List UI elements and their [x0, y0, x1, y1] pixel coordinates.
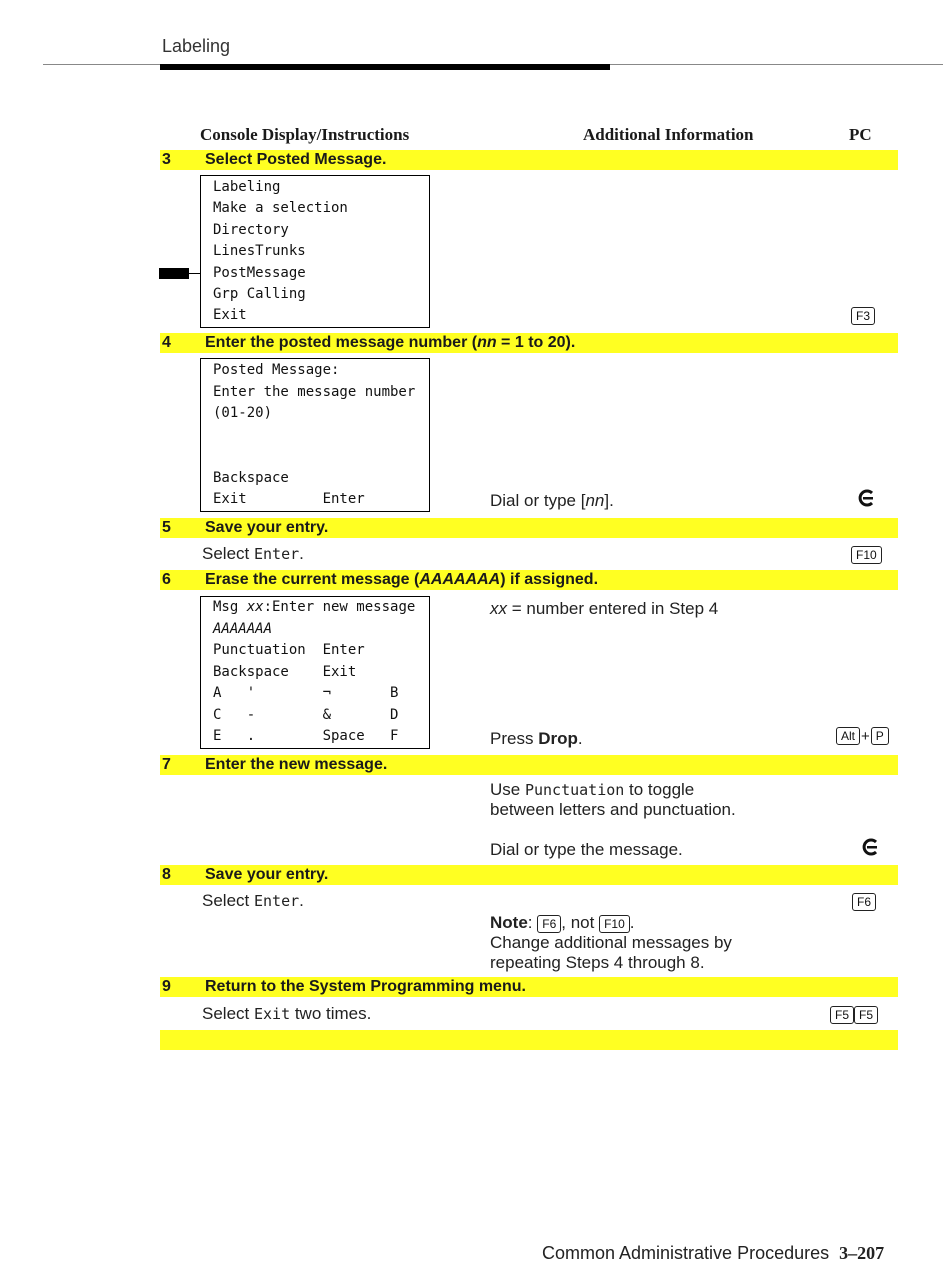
function-key: F6 [852, 893, 876, 911]
instruction-text: Select Enter. [202, 544, 304, 563]
display-line: Enter the message number [213, 384, 416, 400]
step-title: Enter the new message. [205, 756, 388, 773]
pc-key [851, 546, 882, 564]
step-number: 8 [162, 866, 171, 883]
handset-icon [861, 838, 879, 861]
step-title: Save your entry. [205, 519, 329, 536]
pc-key [851, 307, 875, 325]
selection-pointer-line [189, 273, 200, 274]
display-line: Posted Message: [213, 362, 340, 378]
additional-info: between letters and punctuation. [490, 800, 736, 819]
selection-pointer [159, 268, 189, 279]
display-line: AAAAAAA [213, 621, 273, 637]
display-line: Directory [213, 222, 289, 238]
display-line: Backspace [213, 470, 289, 486]
column-heading-info: Additional Information [583, 125, 754, 144]
end-highlight [160, 1030, 898, 1050]
display-line: Backspace Exit [213, 664, 357, 680]
display-line: Exit [213, 307, 247, 323]
step-title: Enter the posted message number (nn = 1 to 20). [205, 334, 576, 351]
step-number: 5 [162, 519, 171, 536]
console-display [200, 596, 430, 749]
step-title: Erase the current message (AAAAAAA) if assigned. [205, 571, 599, 588]
section-label: Labeling [162, 36, 231, 56]
note-text: repeating Steps 4 through 8. [490, 953, 705, 972]
additional-info: xx = number entered in Step 4 [490, 599, 719, 618]
display-line: Exit Enter [213, 491, 365, 507]
console-display [200, 175, 430, 328]
additional-info: Use Punctuation to toggle [490, 780, 695, 799]
additional-info: Dial or type [nn]. [490, 491, 614, 510]
step-number: 3 [162, 151, 171, 168]
function-key: F10 [599, 915, 630, 933]
alt-key: Alt [836, 727, 860, 745]
step-title: Save your entry. [205, 866, 329, 883]
column-heading-pc: PC [849, 125, 872, 144]
pc-key-sequence [830, 1006, 878, 1024]
handset-icon [857, 489, 875, 512]
additional-info: Dial or type the message. [490, 840, 683, 859]
pc-key [852, 893, 876, 911]
display-line: (01-20) [213, 405, 273, 421]
step-number: 9 [162, 978, 171, 995]
function-key: F3 [851, 307, 875, 325]
step-number: 7 [162, 756, 171, 773]
pc-key-combo [836, 727, 889, 745]
display-line: Labeling [213, 179, 281, 195]
function-key: F10 [851, 546, 882, 564]
plus-sign: + [861, 727, 870, 745]
function-key: F5 [854, 1006, 878, 1024]
page-number: 3–207 [839, 1243, 885, 1263]
step-number: 6 [162, 571, 171, 588]
instruction-text: Select Exit two times. [202, 1004, 372, 1023]
note-text: Note: F6 , not F10 . [490, 913, 635, 932]
display-line: E . Space F [213, 728, 399, 744]
display-line-selected: PostMessage [213, 265, 306, 281]
display-line: Grp Calling [213, 286, 306, 302]
display-line: Make a selection [213, 200, 348, 216]
instruction-text: Select Enter. [202, 891, 304, 910]
column-heading-console: Console Display/Instructions [200, 125, 410, 144]
display-line: C - & D [213, 707, 399, 723]
p-key: P [871, 727, 889, 745]
step-title: Return to the System Programming menu. [205, 978, 526, 995]
step-number: 4 [162, 334, 171, 351]
additional-info: Press Drop. [490, 729, 583, 748]
function-key: F5 [830, 1006, 854, 1024]
display-line: A ' ¬ B [213, 685, 399, 701]
header-thick-rule [160, 64, 610, 70]
page-footer: Common Administrative Procedures 3–207 [542, 1243, 885, 1263]
console-display [200, 358, 430, 512]
display-line: Msg xx:Enter new message [213, 599, 416, 615]
step-title: Select Posted Message. [205, 151, 387, 168]
display-line: LinesTrunks [213, 243, 306, 259]
display-line: Punctuation Enter [213, 642, 365, 658]
function-key: F6 [537, 915, 561, 933]
note-text: Change additional messages by [490, 933, 732, 952]
